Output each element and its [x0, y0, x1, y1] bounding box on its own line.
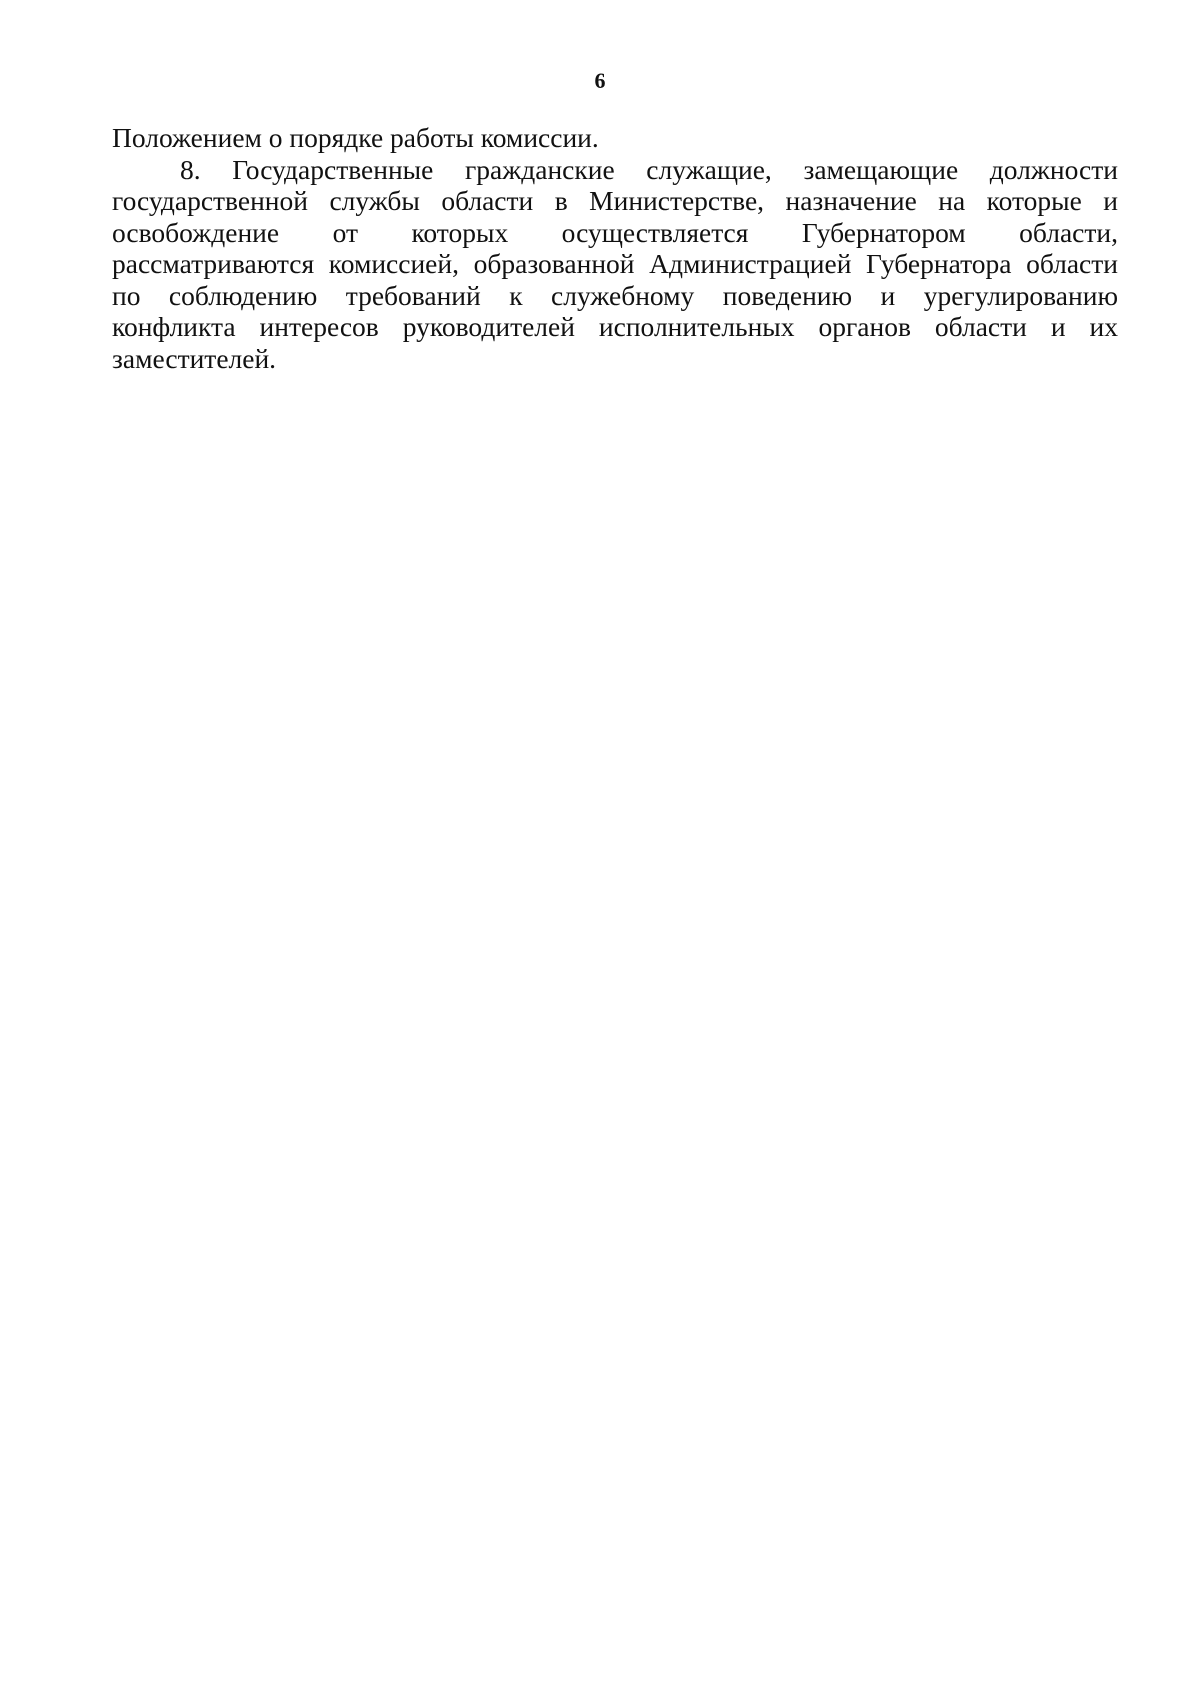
paragraph-8-line-1: 8. Государственные гражданские служащие, замещающие должности: [180, 153, 1118, 185]
paragraph-8-line-7: заместителей.: [112, 342, 277, 374]
page-number: 6: [594, 68, 606, 93]
paragraph-8-line-2: государственной службы области в Министерстве, назначение на которые и: [112, 185, 1118, 216]
paragraph-8-line-3: освобождение от которых осуществляется Губернатором области,: [112, 216, 1118, 248]
text-line-1: Положением о порядке работы комиссии.: [112, 122, 599, 153]
paragraph-8-line-4: рассматриваются комиссией, образованной Администрацией Губернатора области: [112, 248, 1118, 279]
paragraph-8-line-5: по соблюдению требований к служебному поведению и урегулированию: [112, 279, 1118, 311]
paragraph-8-line-6: конфликта интересов руководителей исполнительных органов области и их: [112, 311, 1118, 342]
body-text: [112, 122, 1118, 374]
